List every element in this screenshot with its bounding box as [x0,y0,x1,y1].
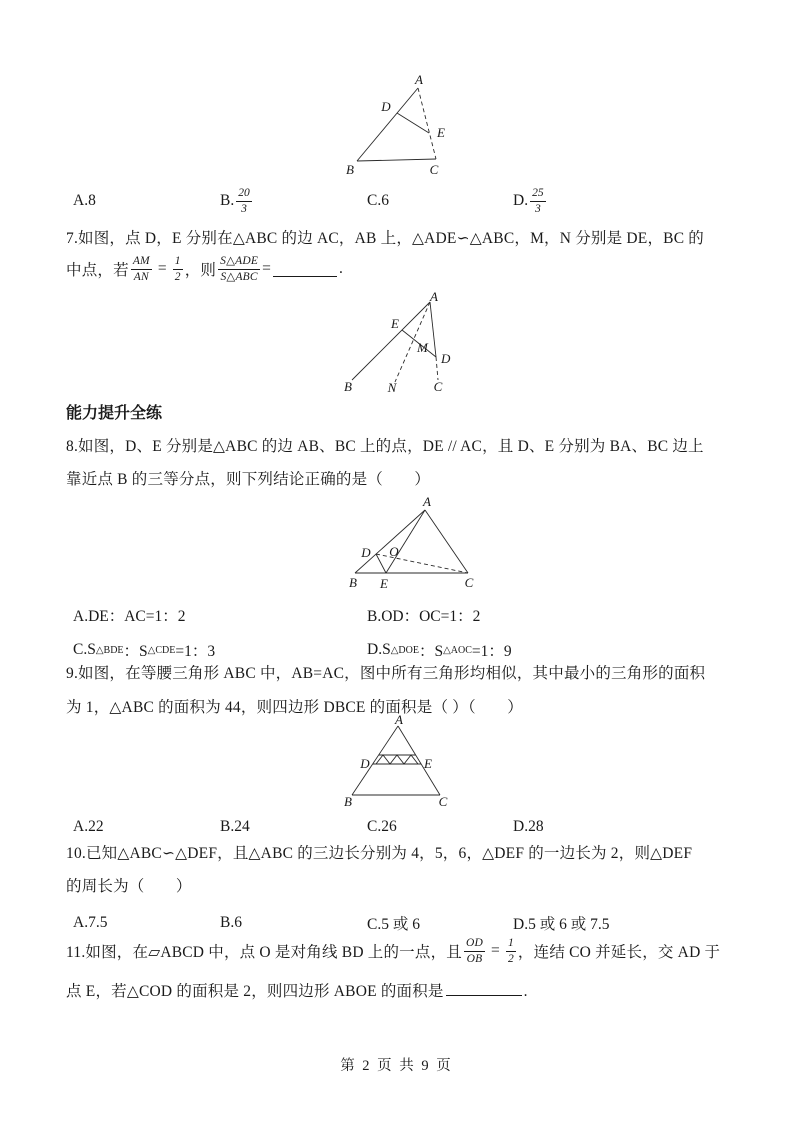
q9-text-line2: 为 1，△ABC 的面积为 44，则四边形 DBCE 的面积是（ ）（ ） [66,699,523,716]
q10-option-a: A.7.5 [73,914,108,931]
q11-text-line1 [66,931,776,971]
q6-option-c: C.6 [367,192,389,209]
page-number-footer: 第 2 页 共 9 页 [340,1058,453,1074]
q6-options-row [66,184,776,220]
q7-fraction-am-an [131,254,152,284]
q7-line2-period: . [339,260,344,277]
fraction-denominator: S△ABC [220,270,258,283]
subscript: △DOE [390,644,419,656]
vertex-label-d: D [361,545,371,560]
q7-text-line2 [66,249,776,289]
equals-sign: = [491,942,500,959]
q6-option-d-label: D. [513,192,529,209]
q9-text-line1: 9.如图，在等腰三角形 ABC 中，AB=AC，图中所有三角形均相似，其中最小的三角形的面积 [66,665,706,682]
subscript: △AOC [443,644,472,656]
fraction-numerator: 1 [506,936,516,951]
fraction-denominator: OB [466,952,483,965]
q8-option-d-pre: D.S [367,641,391,658]
q8-option-d-post: =1：9 [471,643,512,660]
q11-line1-text1: 11.如图，在▱ABCD 中，点 O 是对角线 BD 上的一点，且 [66,944,462,961]
q10-text-line2: 的周长为（ ） [66,878,192,895]
q10-options-row [66,906,776,932]
q8-option-c-mid: ：S [123,643,148,660]
fraction-denominator: 2 [174,270,181,283]
vertex-label-c: C [438,794,448,809]
q8-option-d [367,633,512,667]
figure-q9-triangle [338,712,468,809]
q8-text-line2: 靠近点 B 的三等分点，则下列结论正确的是（ ） [66,471,431,488]
subscript: △BDE [95,644,124,656]
q8-option-a: A.DE：AC=1：2 [73,608,186,625]
figure-q8-triangle [342,496,482,591]
q8-option-b: B.OD：OC=1：2 [367,608,481,625]
vertex-label-c: C [464,575,474,590]
subscript: △CDE [147,644,176,656]
q7-answer-blank [273,261,337,277]
vertex-label-e: E [391,316,399,331]
vertex-label-b: B [344,794,352,809]
fraction-numerator: 25 [530,186,546,201]
fraction-numerator: OD [464,936,485,951]
q9-option-c: C.26 [367,818,397,835]
vertex-label-b: B [344,379,352,394]
vertex-label-o: O [389,544,399,559]
vertex-label-d: D [360,756,370,771]
q6-option-b [220,184,254,218]
vertex-label-d: D [441,351,451,366]
equals-sign: = [262,260,272,277]
q8-options-row2 [66,633,776,659]
q11-line2-period: . [523,983,528,1000]
q11-line2-text: 点 E，若△COD 的面积是 2，则四边形 ABOE 的面积是 [66,983,444,1000]
q10-text-line1: 10.已知△ABC∽△DEF，且△ABC 的三边长分别为 4，5，6，△DEF 的一边长为 2，则△DEF [66,845,693,862]
vertex-label-e: E [437,125,445,140]
vertex-label-b: B [349,575,357,590]
q6-option-b-label: B. [220,192,235,209]
q7-line2-text2: ，则 [184,262,217,279]
fraction-denominator: 3 [534,202,541,215]
vertex-label-m: M [417,340,428,355]
fraction-numerator: S△ADE [218,254,260,269]
q8-options-row1 [66,598,776,624]
fraction-denominator: 3 [241,202,247,215]
fraction-denominator: AN [133,270,149,283]
q10-option-c: C.5 或 6 [367,916,420,933]
vertex-label-e: E [380,576,388,591]
fraction-numerator: 20 [236,186,252,201]
q10-option-d: D.5 或 6 或 7.5 [513,916,610,933]
q6-option-b-fraction [236,186,252,216]
q7-line2-text1: 中点，若 [66,262,129,279]
q11-fraction-od-ob [464,936,485,966]
q9-options-row [66,810,776,836]
q7-fraction-one-half [173,254,183,284]
vertex-label-b: B [346,162,354,177]
q11-fraction-one-half [506,936,516,966]
section-heading: 能力提升全练 [66,405,163,422]
q6-option-d [513,184,548,218]
q9-option-d: D.28 [513,818,544,835]
q7-fraction-areas [218,254,260,284]
q9-option-b: B.24 [220,818,250,835]
vertex-label-e: E [424,756,432,771]
q7-text-line1: 7.如图，点 D，E 分别在△ABC 的边 AC，AB 上，△ADE∽△ABC，M，N 分别是 DE，BC 的 [66,230,705,247]
q6-option-d-fraction [530,186,546,216]
fraction-denominator: 2 [507,952,514,965]
q10-option-b: B.6 [220,914,242,931]
fraction-numerator: 1 [173,254,183,269]
vertex-label-d: D [381,99,391,114]
vertex-label-a: A [430,289,438,304]
q11-text-line2 [66,980,776,1003]
q8-option-c-pre: C.S [73,641,96,658]
figure-q7-triangle [338,289,463,395]
vertex-label-a: A [423,494,431,509]
q8-option-d-mid: ：S [418,643,444,660]
fraction-numerator: AM [131,254,152,269]
q8-option-c [73,633,215,667]
q11-answer-blank [446,980,522,996]
equals-sign: = [157,260,167,277]
vertex-label-a: A [415,72,423,87]
q8-text-line1: 8.如图，D、E 分别是△ABC 的边 AB、BC 上的点，DE // AC，且 D、E 分别为 BA、BC 边上 [66,438,704,455]
q9-option-a: A.22 [73,818,104,835]
vertex-label-a: A [395,712,403,727]
vertex-label-c: C [429,162,439,177]
q6-option-a: A.8 [73,192,96,209]
q11-line1-text2: ，连结 CO 并延长，交 AD 于 [517,944,721,961]
vertex-label-n: N [387,380,397,395]
q8-option-c-post: =1：3 [175,643,216,660]
vertex-label-c: C [433,379,443,394]
figure-q6-triangle [333,73,478,178]
